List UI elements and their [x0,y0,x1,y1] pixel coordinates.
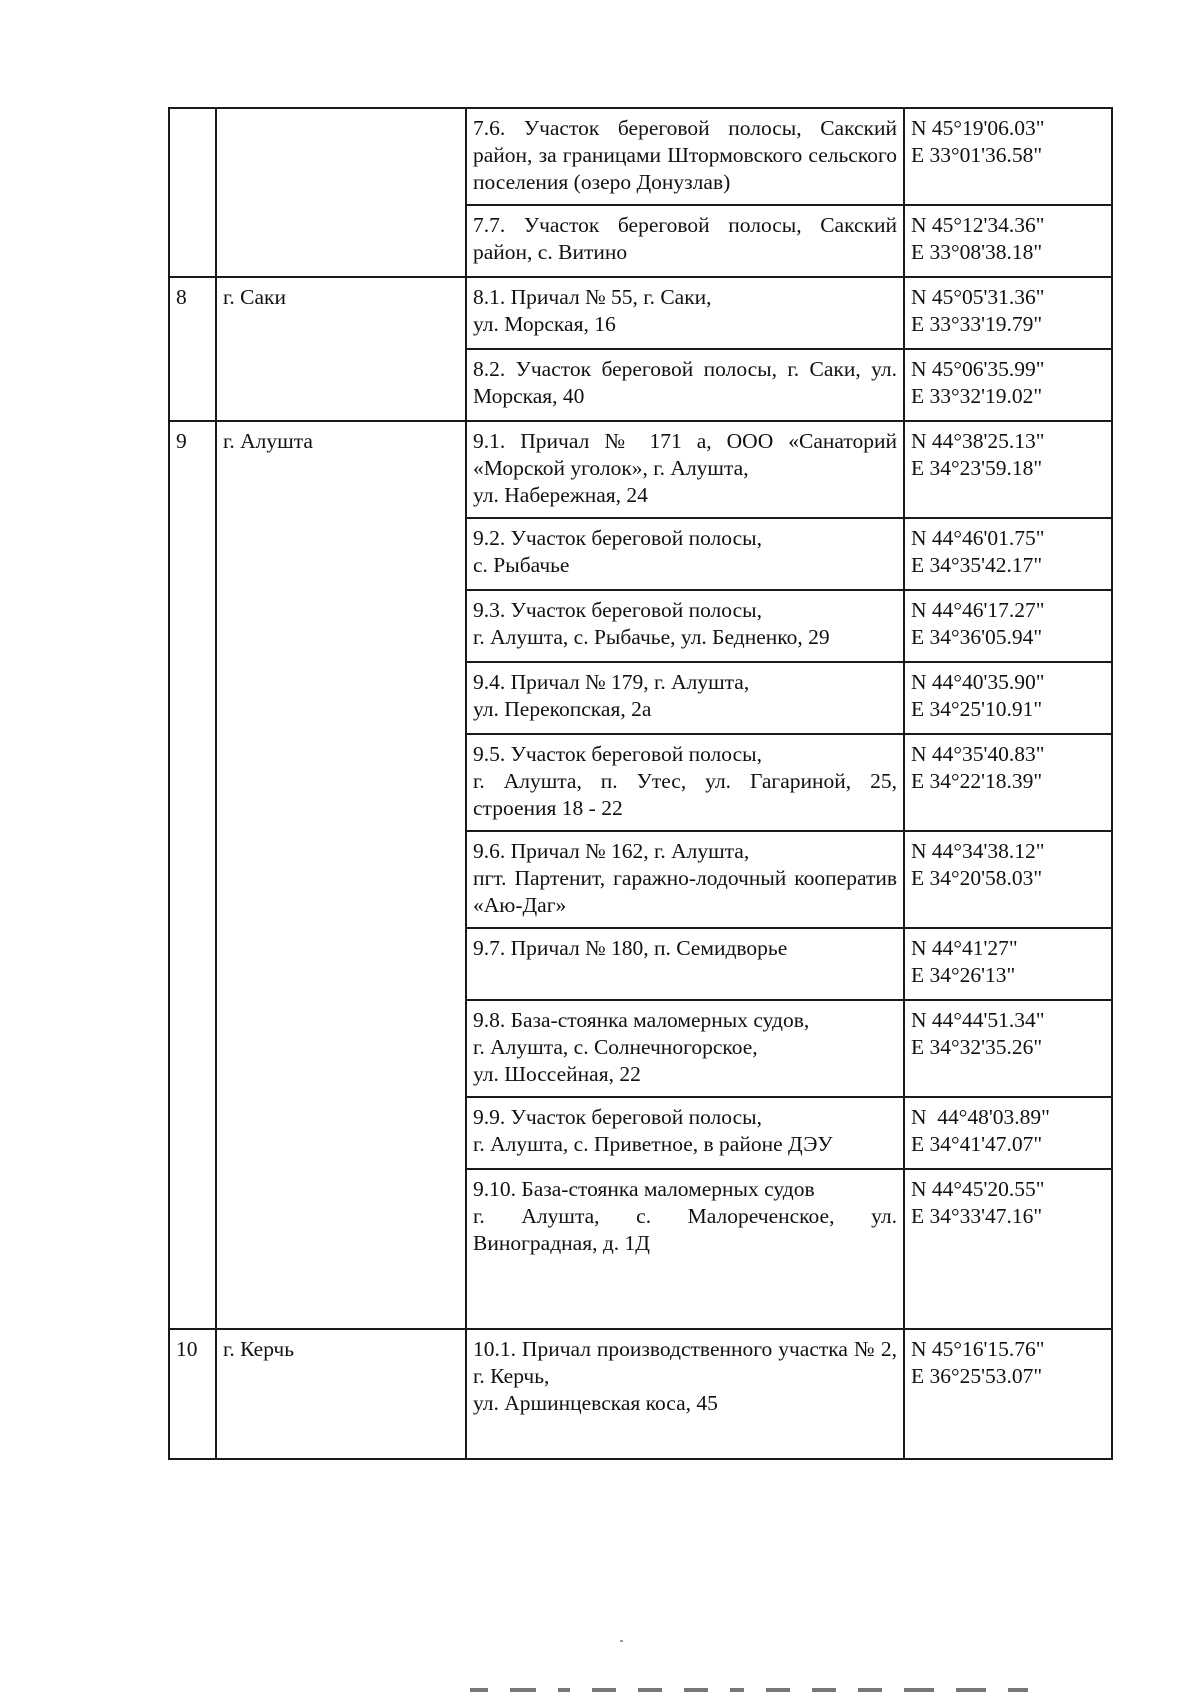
latitude: N 44°46'17.27" [911,598,1045,622]
location-description: 8.2. Участок береговой полосы, г. Саки, ул. Морская, 40 [466,349,904,421]
latitude: N 45°16'15.76" [911,1337,1045,1361]
coordinates [904,1097,1112,1169]
longitude: E 33°01'36.58" [911,143,1043,167]
longitude: E 34°35'42.17" [911,553,1043,577]
location-description: 9.4. Причал № 179, г. Алушта, ул. Перекопская, 2а [466,662,904,734]
location-description: 9.2. Участок береговой полосы, с. Рыбачье [466,518,904,590]
coordinates [904,108,1112,205]
mooring-locations-table [168,107,1113,1460]
location-description: 8.1. Причал № 55, г. Саки, ул. Морская, 16 [466,277,904,349]
location-description: 10.1. Причал производственного участка № 2, г. Керчь, ул. Аршинцевская коса, 45 [466,1329,904,1459]
coordinates [904,1000,1112,1097]
longitude: E 34°36'05.94" [911,625,1043,649]
coordinates [904,1169,1112,1329]
longitude: E 34°23'59.18" [911,456,1043,480]
longitude: E 36°25'53.07" [911,1364,1043,1388]
row-number: 8 [169,277,216,421]
row-number: 10 [169,1329,216,1459]
coordinates [904,831,1112,928]
city-name: г. Алушта [216,421,466,1329]
table-row [169,277,1112,349]
longitude: E 34°25'10.91" [911,697,1043,721]
coordinates [904,734,1112,831]
latitude: N 44°35'40.83" [911,742,1045,766]
latitude: N 44°34'38.12" [911,839,1045,863]
location-description: 7.7. Участок береговой полосы, Сакский район, с. Витино [466,205,904,277]
coordinates [904,349,1112,421]
table-row [169,1329,1112,1459]
location-description: 9.10. База-стоянка маломерных судов г. Алушта, с. Малореченское, ул. Виноградная, д. 1Д [466,1169,904,1329]
latitude: N 44°44'51.34" [911,1008,1045,1032]
location-description: 7.6. Участок береговой полосы, Сакский район, за границами Штормовского сельского поселения (озеро Донузлав) [466,108,904,205]
longitude: E 34°32'35.26" [911,1035,1043,1059]
longitude: E 34°26'13" [911,963,1016,987]
latitude: N 45°19'06.03" [911,116,1045,140]
city-name: г. Саки [216,277,466,421]
longitude: E 34°33'47.16" [911,1204,1043,1228]
latitude: N 44°40'35.90" [911,670,1045,694]
coordinates [904,590,1112,662]
city-name [216,108,466,277]
latitude: N 45°06'35.99" [911,357,1045,381]
latitude: N 44°48'03.89" [911,1105,1050,1129]
location-description: 9.6. Причал № 162, г. Алушта, пгт. Партенит, гаражно-лодочный кооператив «Аю-Даг» [466,831,904,928]
latitude: N 44°46'01.75" [911,526,1045,550]
coordinates [904,928,1112,1000]
coordinates [904,662,1112,734]
city-name: г. Керчь [216,1329,466,1459]
location-description: 9.7. Причал № 180, п. Семидворье [466,928,904,1000]
table-row [169,108,1112,205]
longitude: E 34°41'47.07" [911,1132,1043,1156]
coordinates [904,1329,1112,1459]
longitude: E 34°20'58.03" [911,866,1043,890]
coordinates [904,421,1112,518]
coordinates [904,518,1112,590]
location-description: 9.9. Участок береговой полосы, г. Алушта, с. Приветное, в районе ДЭУ [466,1097,904,1169]
row-number: 9 [169,421,216,1329]
longitude: E 33°33'19.79" [911,312,1043,336]
location-description: 9.1. Причал № 171 а, ООО «Санаторий «Морской уголок», г. Алушта, ул. Набережная, 24 [466,421,904,518]
longitude: E 34°22'18.39" [911,769,1043,793]
coordinates [904,205,1112,277]
latitude: N 44°38'25.13" [911,429,1045,453]
latitude: N 45°05'31.36" [911,285,1045,309]
location-description: 9.3. Участок береговой полосы, г. Алушта, с. Рыбачье, ул. Бедненко, 29 [466,590,904,662]
row-number [169,108,216,277]
scan-artifact [620,1640,623,1642]
location-description: 9.5. Участок береговой полосы, г. Алушта, п. Утес, ул. Гагариной, 25, строения 18 - 22 [466,734,904,831]
longitude: E 33°32'19.02" [911,384,1043,408]
coordinates [904,277,1112,349]
latitude: N 44°41'27" [911,936,1018,960]
latitude: N 44°45'20.55" [911,1177,1045,1201]
location-description: 9.8. База-стоянка маломерных судов, г. Алушта, с. Солнечногорское, ул. Шоссейная, 22 [466,1000,904,1097]
latitude: N 45°12'34.36" [911,213,1045,237]
scan-edge-artifact [470,1688,1170,1704]
table-row [169,421,1112,518]
longitude: E 33°08'38.18" [911,240,1043,264]
